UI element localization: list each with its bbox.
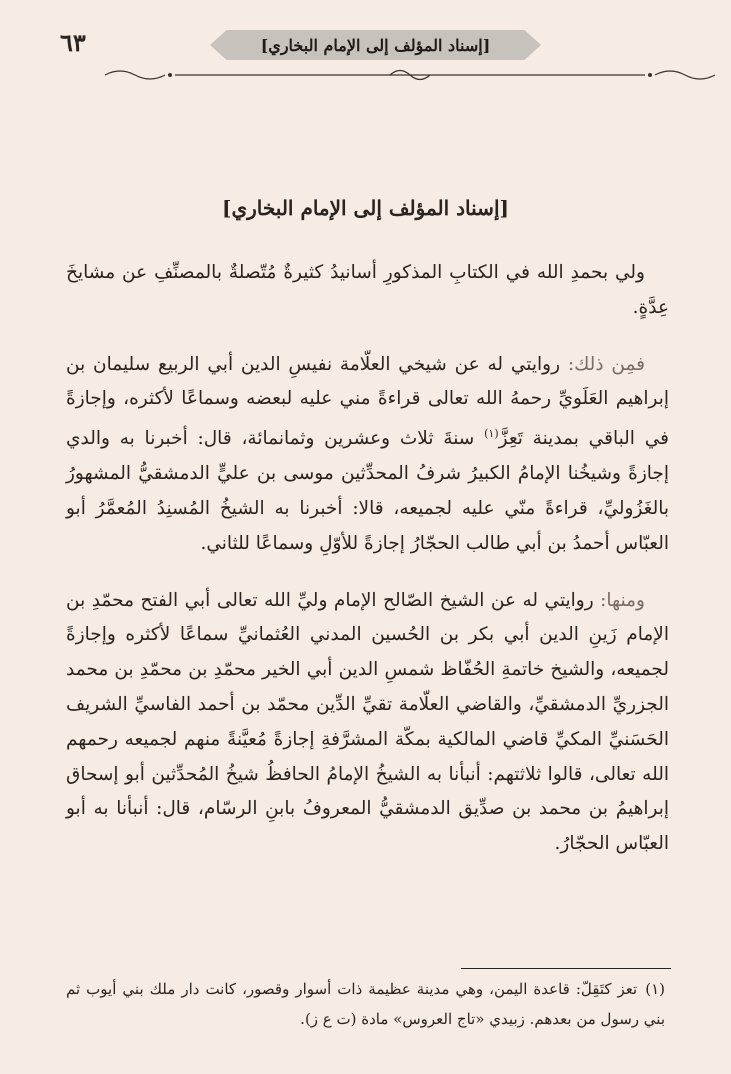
running-title: [إسناد المؤلف إلى الإمام البخاري]	[260, 36, 491, 55]
page-number: ٦٣	[60, 28, 86, 57]
ornament-divider-icon	[100, 64, 720, 86]
running-header	[40, 22, 701, 68]
footnote-separator	[461, 968, 671, 969]
paragraph-text: روايتي له عن الشيخ الصّالح الإمام وليِّ الله تعالى أبي الفتح محمّدِ بن الإمام زَينِ الدين أبي بكر بن الحُسين المدني العُثمانيِّ سماعًا لأكثره وإجازةً لجميعه، والشيخ خاتمةِ الحُفّاظ شمسِ الدين أبي الخير محمّدِ بن محمّدِ بن محمد الجزريِّ الدمشقيِّ، والقاضي العلّامة تقيِّ الدِّين محمّد بن أحمد الفاسيِّ الشريف الحَسَنيِّ المكيِّ قاضي المالكية بمكّة المشرَّفةِ إجازةً مُعيَّنةً منهم لجميعه رحمهم الله تعالى، قالوا ثلاثتهم: أنبأنا به الشيخُ الإمامُ الحافظُ شيخُ المُحدِّثين أبو إسحاق إبراهيمُ بن محمد بن صدِّيق الدمشقيُّ المعروفُ بابنِ الرسّام، قال: أنبأنا به أبو العبّاس الحجّارُ.	[66, 589, 669, 855]
paragraph-text: ولي بحمدِ الله في الكتابِ المذكورِ أسانيدُ كثيرةٌ مُتّصلةٌ بالمصنِّفِ عن مشايخَ عِدَّةٍ.	[66, 262, 669, 318]
footnote-number: (١)	[645, 980, 665, 998]
paragraph-lead: فمِن ذلك:	[567, 353, 645, 375]
paragraph	[66, 348, 669, 562]
footnote-text: تعز كتَقِلّ: قاعدة اليمن، وهي مدينة عظيمة ذات أسوار وقصور، كانت دار ملك بني أيوب ثم بني رسول من بعدهم. زبيدي «تاج العروس» مادة (ت ع ز).	[66, 980, 665, 1028]
section-title: [إسناد المؤلف إلى الإمام البخاري]	[222, 196, 509, 220]
footnotes	[66, 974, 665, 1034]
paragraph-text: سنةَ ثلاث وعشرين وثمانمائة، قال: أخبرنا به والدي إجازةً وشيخُنا الإمامُ الكبيرُ شرفُ المحدِّثين موسى بن عليٍّ الدمشقيُّ المشهورُ بالغَزُوليِّ، قراءةً منّي عليه لجميعه، قالا: أخبرنا به الشيخُ المُسنِدُ المُعمَّرُ أبو العبّاس أحمدُ بن أبي طالب الحجّارُ إجازةً للأوّلِ وسماعًا للثاني.	[66, 428, 669, 554]
paragraph-lead: ومنها:	[600, 589, 645, 611]
paragraph-text: روايتي له عن شيخي العلّامة نفيسِ الدين أبي الربيع سليمان بن إبراهيم العَلَويِّ رحمهُ الله تعالى قراءةً مني عليه لبعضه وسماعًا لأكثره، وإجازةً في الباقي بمدينة تَعِزَّ	[66, 353, 669, 450]
paragraph	[66, 584, 669, 862]
paragraph	[66, 256, 669, 326]
footnote-reference: (١)	[484, 427, 499, 441]
main-text	[66, 256, 669, 884]
footnote-item	[66, 974, 665, 1034]
